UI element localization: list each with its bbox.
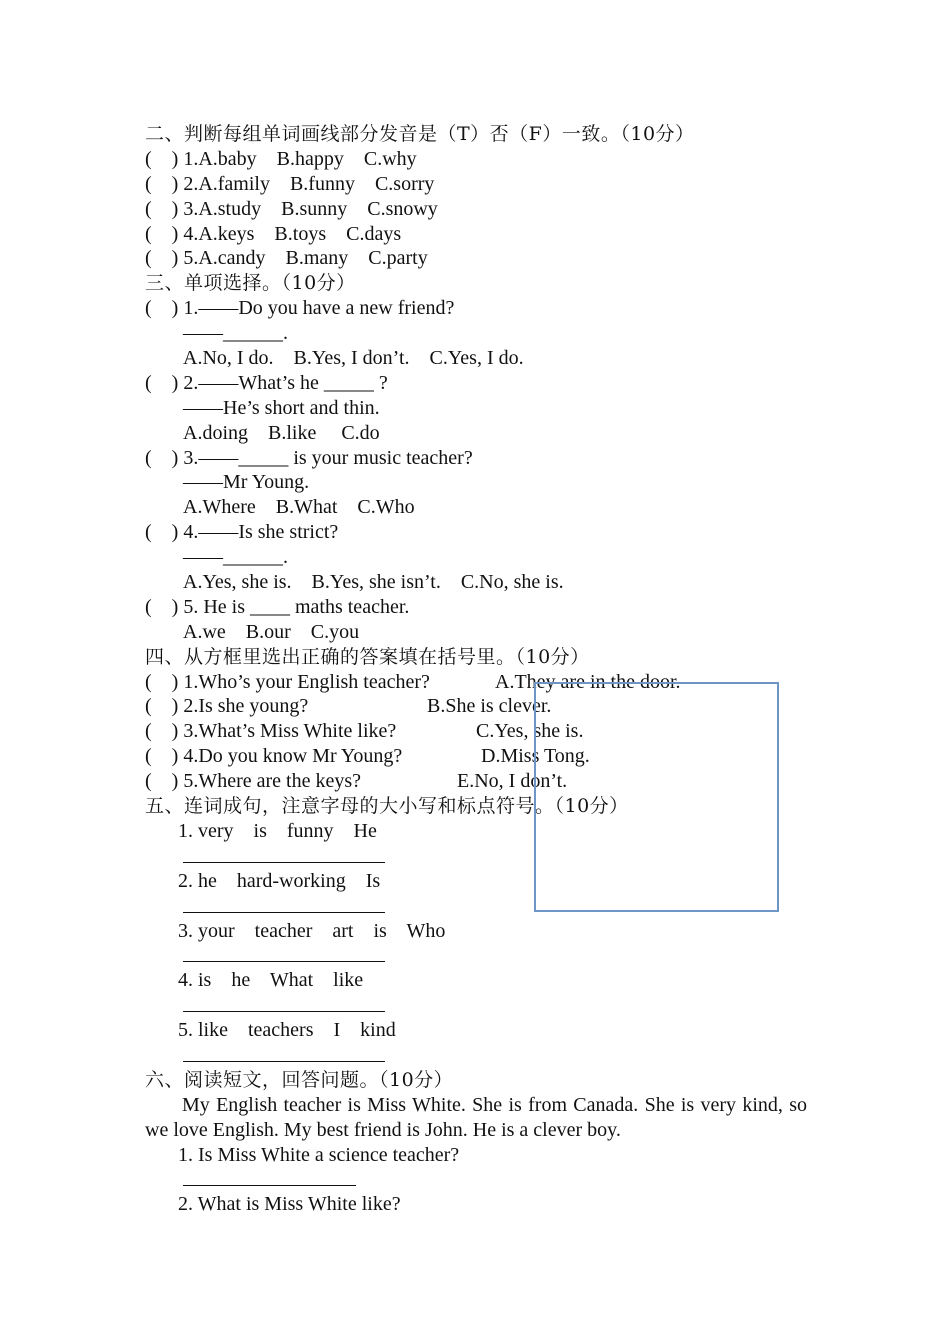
section3-title: 三、单项选择。（10分） [145, 272, 356, 295]
section2-title: 二、判断每组单词画线部分发音是（T）否（F）一致。（10分） [145, 123, 695, 145]
s4-answer-b: B.She is clever. [427, 695, 552, 718]
answer-blank[interactable] [183, 1043, 385, 1062]
section6-title: 六、阅读短文，回答问题。（10分） [145, 1068, 454, 1091]
s4-question-3: ( ) 3.What’s Miss White like? [145, 720, 397, 743]
s3-q2-answer: ——He’s short and thin. [183, 396, 380, 419]
s3-q3-answer: ——Mr Young. [183, 471, 310, 494]
s6-question-1: 1. Is Miss White a science teacher? [178, 1143, 460, 1166]
s3-q5-options: A.we B.our C.you [183, 620, 360, 643]
answer-blank[interactable] [183, 993, 385, 1012]
section4-title: 四、从方框里选出正确的答案填在括号里。（10分） [145, 645, 590, 668]
answer-blank[interactable] [183, 894, 385, 913]
s3-q1-options: A.No, I do. B.Yes, I don’t. C.Yes, I do. [183, 347, 524, 370]
s3-q5: ( ) 5. He is ____ maths teacher. [145, 595, 410, 618]
s5-item-4: 4. is he What like [178, 969, 364, 992]
s2-item-2: ( ) 2.A.family B.funny C.sorry [145, 172, 435, 195]
s4-question-1: ( ) 1.Who’s your English teacher? [145, 670, 430, 693]
s5-answer-line-5[interactable] [145, 1043, 807, 1068]
s4-question-4: ( ) 4.Do you know Mr Young? [145, 745, 403, 768]
s5-item-3: 3. your teacher art is Who [178, 919, 446, 942]
s4-answer-c: C.Yes, she is. [476, 720, 584, 743]
answer-blank[interactable] [183, 943, 385, 962]
s3-q1: ( ) 1.——Do you have a new friend? [145, 297, 455, 320]
s2-item-4: ( ) 4.A.keys B.toys C.days [145, 222, 402, 245]
worksheet [145, 122, 807, 1217]
s6-question-2: 2. What is Miss White like? [178, 1193, 401, 1216]
reading-passage: My English teacher is Miss White. She is from Canada. She is very kind, so we love English. My best friend is John. He is a clever boy. [145, 1093, 807, 1141]
s5-answer-line-4[interactable] [145, 993, 807, 1018]
s4-answer-e: E.No, I don’t. [457, 770, 568, 793]
s5-item-2: 2. he hard-working Is [178, 869, 381, 892]
answer-blank[interactable] [183, 844, 385, 863]
s5-item-1: 1. very is funny He [178, 819, 377, 842]
section5-title: 五、连词成句，注意字母的大小写和标点符号。（10分） [145, 795, 629, 818]
s3-q4: ( ) 4.——Is she strict? [145, 521, 339, 544]
answer-box-frame [534, 682, 779, 912]
s3-q4-options: A.Yes, she is. B.Yes, she isn’t. C.No, she is. [183, 571, 564, 594]
s6-answer-line-1[interactable] [145, 1167, 807, 1192]
s2-item-3: ( ) 3.A.study B.sunny C.snowy [145, 197, 438, 220]
s3-q2-options: A.doing B.like C.do [183, 421, 380, 444]
s3-q2: ( ) 2.——What’s he _____ ? [145, 371, 388, 394]
s4-question-5: ( ) 5.Where are the keys? [145, 770, 361, 793]
s4-answer-a: A.They are in the door. [495, 670, 681, 693]
s2-item-5: ( ) 5.A.candy B.many C.party [145, 247, 428, 270]
s3-q3: ( ) 3.——_____ is your music teacher? [145, 446, 473, 469]
s2-item-1: ( ) 1.A.baby B.happy C.why [145, 147, 417, 170]
s5-answer-line-3[interactable] [145, 943, 807, 968]
s4-answer-d: D.Miss Tong. [481, 745, 590, 768]
s3-q4-answer: ——______. [183, 546, 288, 569]
s4-question-2: ( ) 2.Is she young? [145, 695, 309, 718]
answer-blank[interactable] [183, 1167, 356, 1186]
s3-q1-answer: ——______. [183, 322, 288, 345]
s5-item-5: 5. like teachers I kind [178, 1019, 396, 1042]
s3-q3-options: A.Where B.What C.Who [183, 496, 415, 519]
